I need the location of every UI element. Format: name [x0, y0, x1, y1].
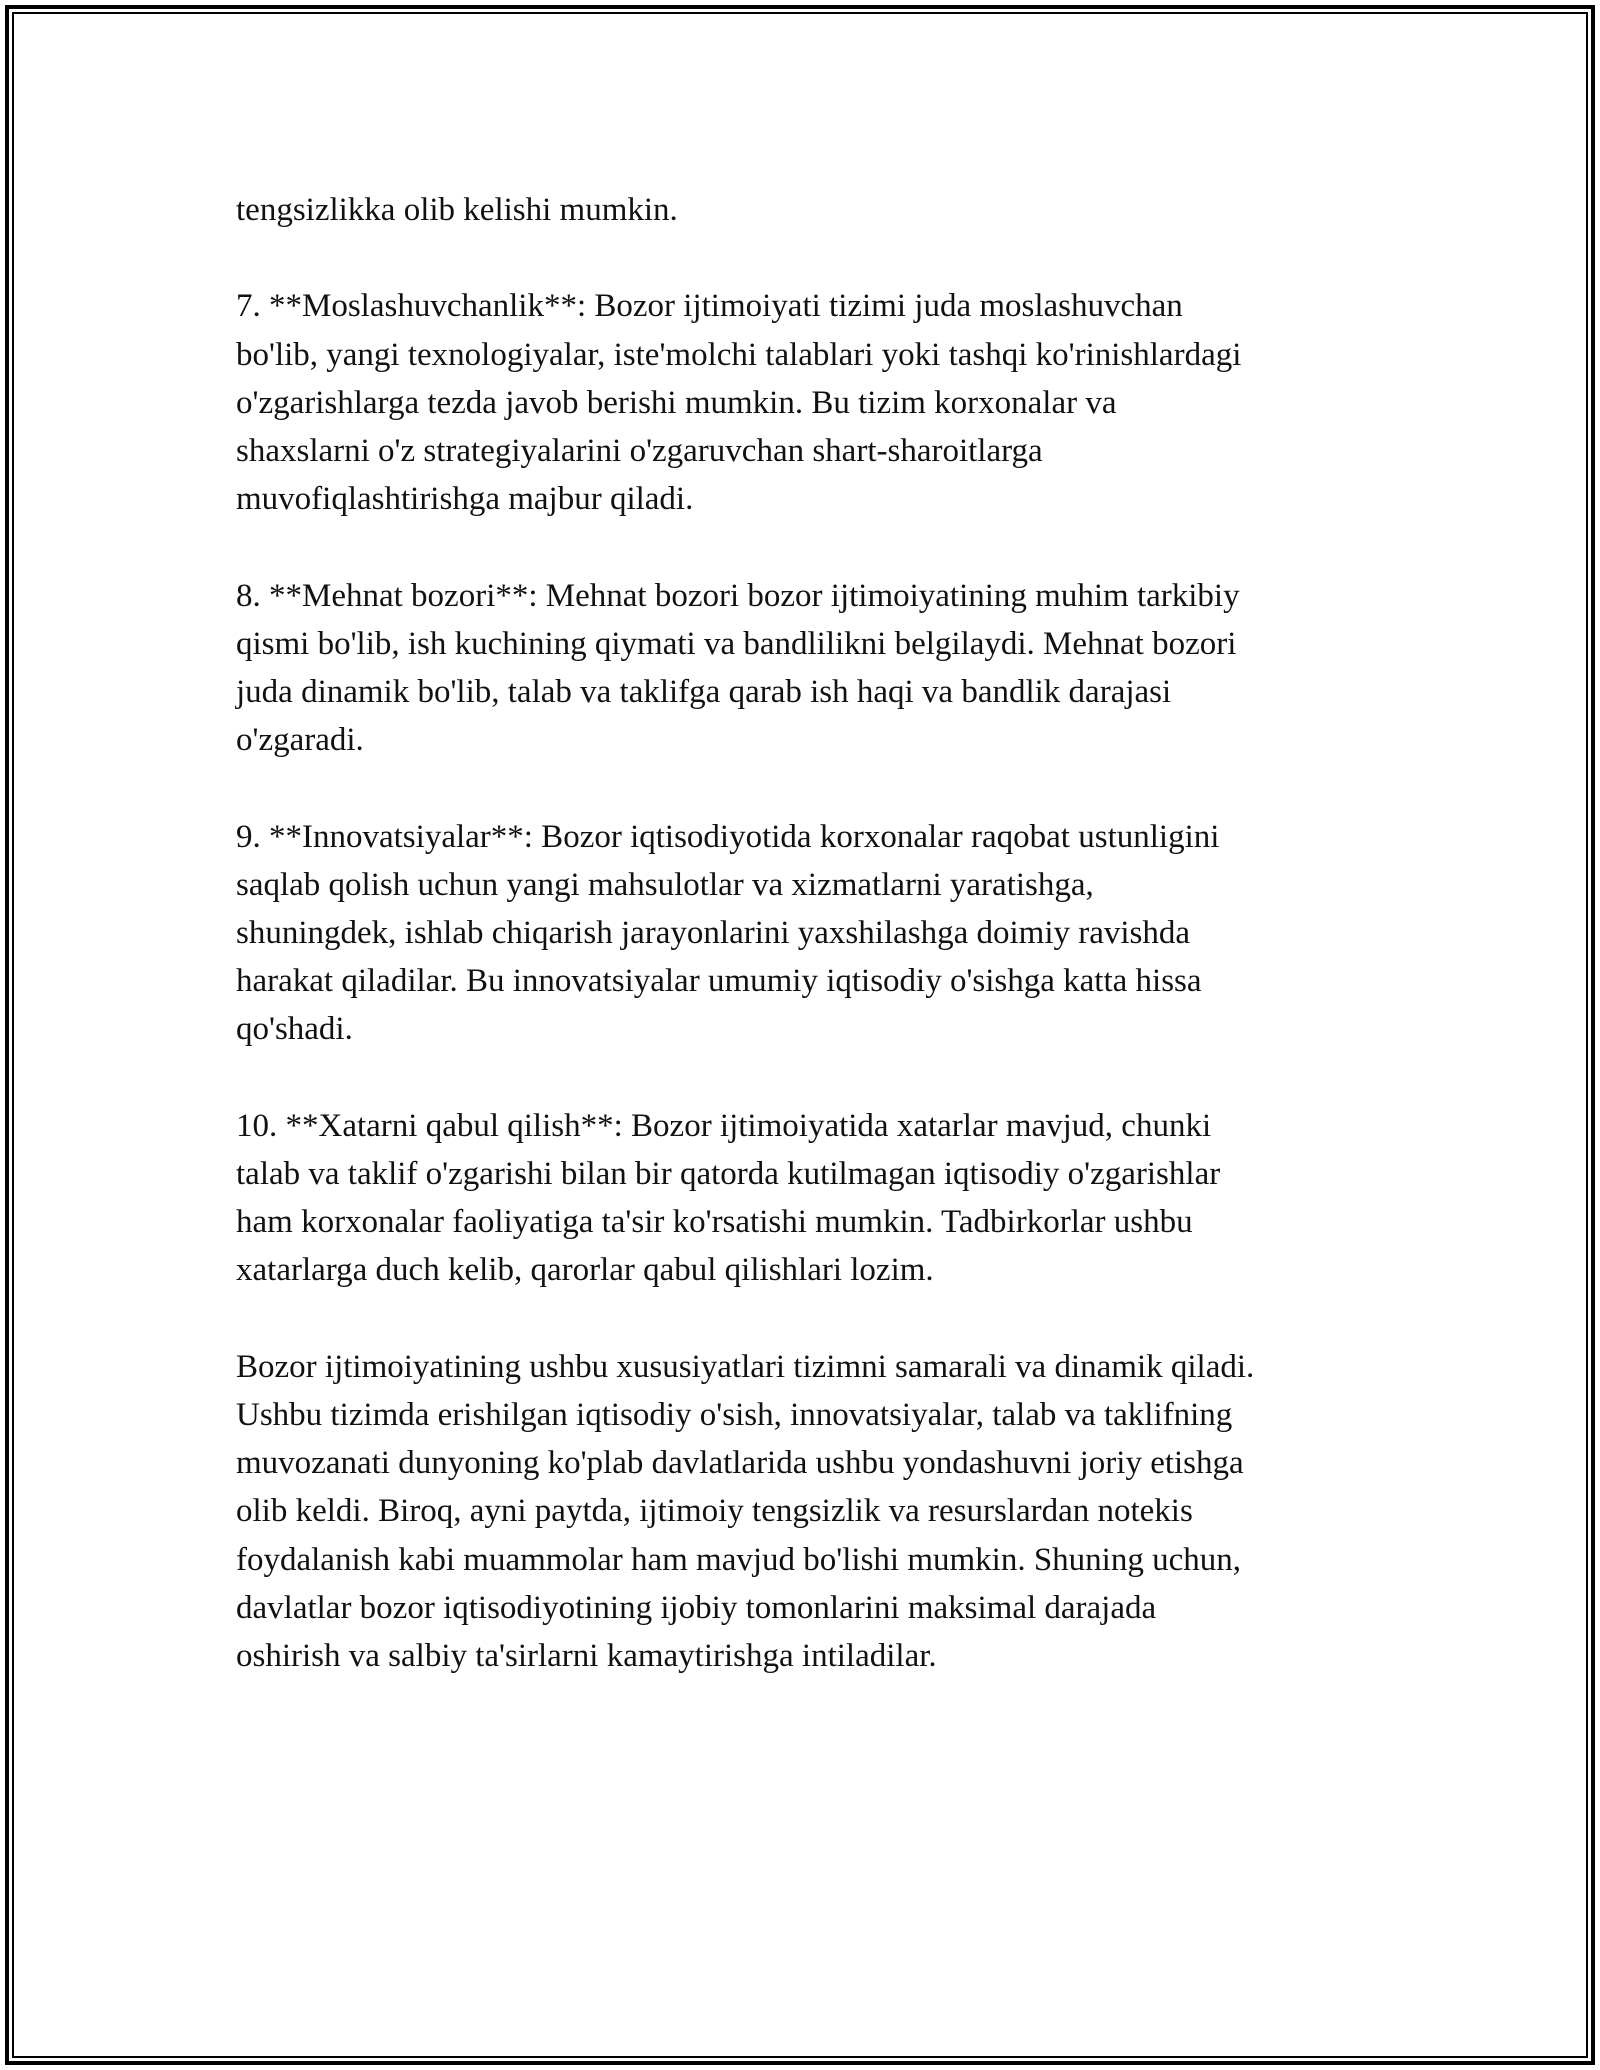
text-line: tengsizlikka olib kelishi mumkin.: [236, 192, 678, 228]
text-line: muvofiqlashtirishga majbur qiladi.: [236, 481, 694, 518]
text-line: shaxslarni o'z strategiyalarini o'zgaruvchan shart-sharoitlarga: [236, 433, 1043, 469]
text-line: Bozor ijtimoiyatining ushbu xususiyatlari tizimni samarali va dinamik qiladi.: [236, 1348, 1255, 1385]
paragraph-item-7: [236, 282, 1396, 523]
text-line: bo'lib, yangi texnologiyalar, iste'molchi talablari yoki tashqi ko'rinishlardagi: [236, 336, 1242, 373]
text-line: shuningdek, ishlab chiqarish jarayonlarini yaxshilashga doimiy ravishda: [236, 915, 1191, 951]
text-line: 10. **Xatarni qabul qilish**: Bozor ijtimoiyatida xatarlar mavjud, chunki: [236, 1107, 1212, 1144]
document-body: [236, 186, 1396, 1728]
text-line: olib keldi. Biroq, ayni paytda, ijtimoiy tengsizlik va resurslardan notekis: [236, 1493, 1193, 1530]
paragraph-item-9: [236, 813, 1396, 1054]
text-line: talab va taklif o'zgarishi bilan bir qatorda kutilmagan iqtisodiy o'zgarishlar: [236, 1156, 1221, 1192]
text-line: 8. **Mehnat bozori**: Mehnat bozori bozor ijtimoiyatining muhim tarkibiy: [236, 577, 1240, 614]
text-line: davlatlar bozor iqtisodiyotining ijobiy tomonlarini maksimal darajada: [236, 1589, 1157, 1626]
paragraph-continuation: [236, 186, 1396, 234]
text-line: ham korxonalar faoliyatiga ta'sir ko'rsatishi mumkin. Tadbirkorlar ushbu: [236, 1204, 1193, 1241]
text-line: qismi bo'lib, ish kuchining qiymati va bandlilikni belgilaydi. Mehnat bozori: [236, 625, 1237, 662]
text-line: muvozanati dunyoning ko'plab davlatlarida ushbu yondashuvni joriy etishga: [236, 1445, 1244, 1482]
paragraph-conclusion: [236, 1343, 1396, 1680]
text-line: qo'shadi.: [236, 1011, 353, 1048]
text-line: juda dinamik bo'lib, talab va taklifga qarab ish haqi va bandlik darajasi: [236, 674, 1172, 710]
text-line: harakat qiladilar. Bu innovatsiyalar umumiy iqtisodiy o'sishga katta hissa: [236, 963, 1202, 1000]
text-line: xatarlarga duch kelib, qarorlar qabul qilishlari lozim.: [236, 1252, 934, 1289]
text-line: 9. **Innovatsiyalar**: Bozor iqtisodiyotida korxonalar raqobat ustunligini: [236, 818, 1220, 855]
text-line: foydalanish kabi muammolar ham mavjud bo'lishi mumkin. Shuning uchun,: [236, 1541, 1242, 1578]
text-line: oshirish va salbiy ta'sirlarni kamaytirishga intiladilar.: [236, 1638, 937, 1675]
text-line: o'zgaradi.: [236, 722, 364, 759]
text-line: Ushbu tizimda erishilgan iqtisodiy o'sish, innovatsiyalar, talab va taklifning: [236, 1397, 1233, 1433]
text-line: 7. **Moslashuvchanlik**: Bozor ijtimoiyati tizimi juda moslashuvchan: [236, 288, 1183, 325]
text-line: saqlab qolish uchun yangi mahsulotlar va xizmatlarni yaratishga,: [236, 866, 1094, 903]
text-line: o'zgarishlarga tezda javob berishi mumkin. Bu tizim korxonalar va: [236, 384, 1117, 421]
paragraph-item-8: [236, 572, 1396, 765]
paragraph-item-10: [236, 1102, 1396, 1295]
